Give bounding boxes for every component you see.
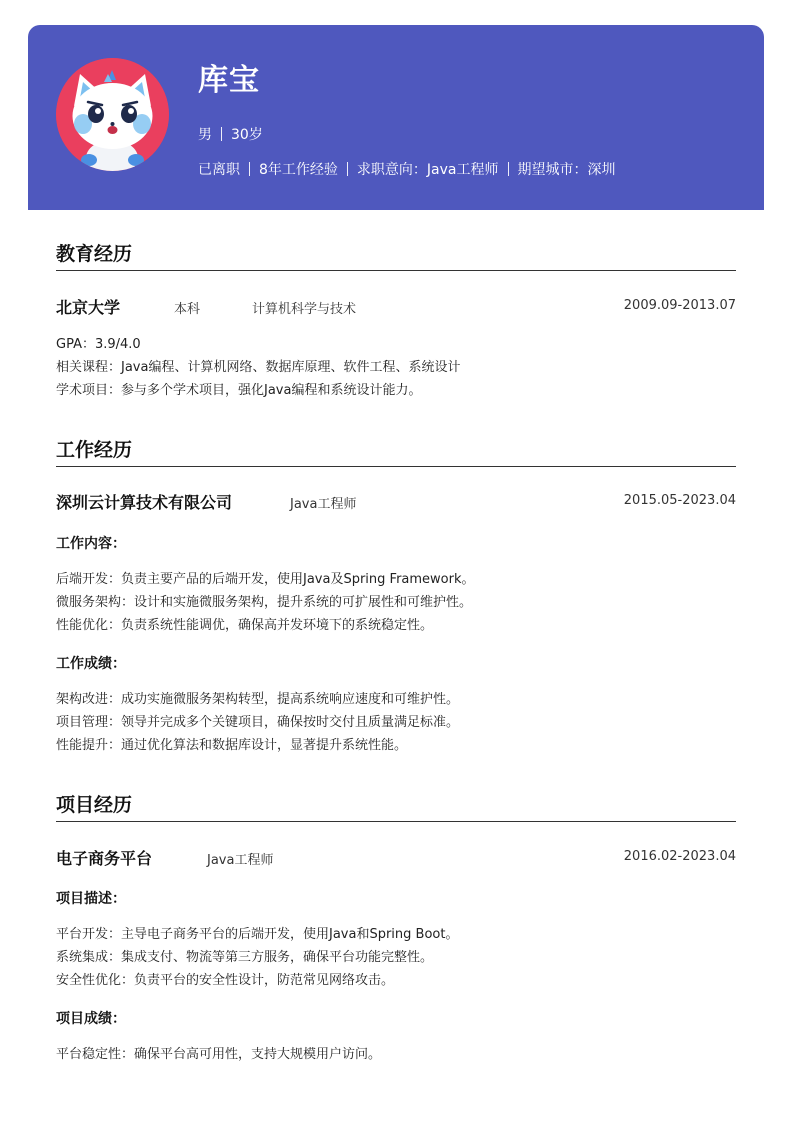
project-section-title: 项目经历 xyxy=(56,794,133,816)
work-entry-header xyxy=(56,490,736,514)
divider xyxy=(347,162,348,176)
project-date: 2016.02-2023.04 xyxy=(623,849,736,864)
divider xyxy=(221,127,222,141)
project-desc-line: 安全性优化：负责平台的安全性设计，防范常见网络攻击。 xyxy=(56,973,395,988)
employment-status: 已离职 xyxy=(198,162,240,178)
project-name: 电子商务平台 xyxy=(56,849,153,868)
project-role: Java工程师 xyxy=(207,853,274,868)
school-name: 北京大学 xyxy=(56,298,121,317)
avatar xyxy=(56,58,169,171)
project-desc-line: 平台开发：主导电子商务平台的后端开发，使用Java和Spring Boot。 xyxy=(56,927,459,942)
work-content-line: 性能优化：负责系统性能调优，确保高并发环境下的系统稳定性。 xyxy=(56,618,434,633)
profile-header xyxy=(28,25,764,210)
age: 30岁 xyxy=(231,127,263,143)
divider xyxy=(508,162,509,176)
section-divider xyxy=(56,821,736,822)
gender: 男 xyxy=(198,127,212,143)
education-detail-line: GPA：3.9/4.0 xyxy=(56,337,141,352)
project-desc-line: 系统集成：集成支付、物流等第三方服务，确保平台功能完整性。 xyxy=(56,950,434,965)
work-result-line: 架构改进：成功实施微服务架构转型，提高系统响应速度和可维护性。 xyxy=(56,692,460,707)
expected-city: 期望城市：深圳 xyxy=(517,162,616,178)
project-result-line: 平台稳定性：确保平台高可用性，支持大规模用户访问。 xyxy=(56,1047,382,1062)
work-content-line: 后端开发：负责主要产品的后端开发，使用Java及Spring Framework。 xyxy=(56,572,475,587)
work-experience: 8年工作经验 xyxy=(259,162,338,178)
section-divider xyxy=(56,466,736,467)
project-results-label: 项目成绩： xyxy=(56,1011,126,1027)
work-result-line: 项目管理：领导并完成多个关键项目，确保按时交付且质量满足标准。 xyxy=(56,715,460,730)
work-content-line: 微服务架构：设计和实施微服务架构，提升系统的可扩展性和可维护性。 xyxy=(56,595,473,610)
section-divider xyxy=(56,270,736,271)
major: 计算机科学与技术 xyxy=(252,302,357,317)
job-intent: 求职意向：Java工程师 xyxy=(356,162,499,178)
education-detail-line: 相关课程：Java编程、计算机网络、数据库原理、软件工程、系统设计 xyxy=(56,360,461,375)
education-date: 2009.09-2013.07 xyxy=(623,298,736,313)
basic-info-row xyxy=(198,124,263,144)
project-entry-header xyxy=(56,846,736,870)
degree: 本科 xyxy=(174,302,201,317)
education-section-title: 教育经历 xyxy=(56,243,133,265)
education-detail-line: 学术项目：参与多个学术项目，强化Java编程和系统设计能力。 xyxy=(56,383,422,398)
work-result-line: 性能提升：通过优化算法和数据库设计，显著提升系统性能。 xyxy=(56,738,408,753)
job-role: Java工程师 xyxy=(290,497,357,512)
education-entry-header xyxy=(56,295,736,319)
company-name: 深圳云计算技术有限公司 xyxy=(56,493,233,512)
work-section-title: 工作经历 xyxy=(56,439,133,461)
candidate-name: 库宝 xyxy=(198,63,260,98)
work-date: 2015.05-2023.04 xyxy=(623,493,736,508)
cat-mascot-icon xyxy=(56,58,169,171)
job-info-row xyxy=(198,159,616,179)
work-results-label: 工作成绩： xyxy=(56,656,126,672)
divider xyxy=(249,162,250,176)
work-content-label: 工作内容： xyxy=(56,536,126,552)
project-desc-label: 项目描述： xyxy=(56,891,126,907)
